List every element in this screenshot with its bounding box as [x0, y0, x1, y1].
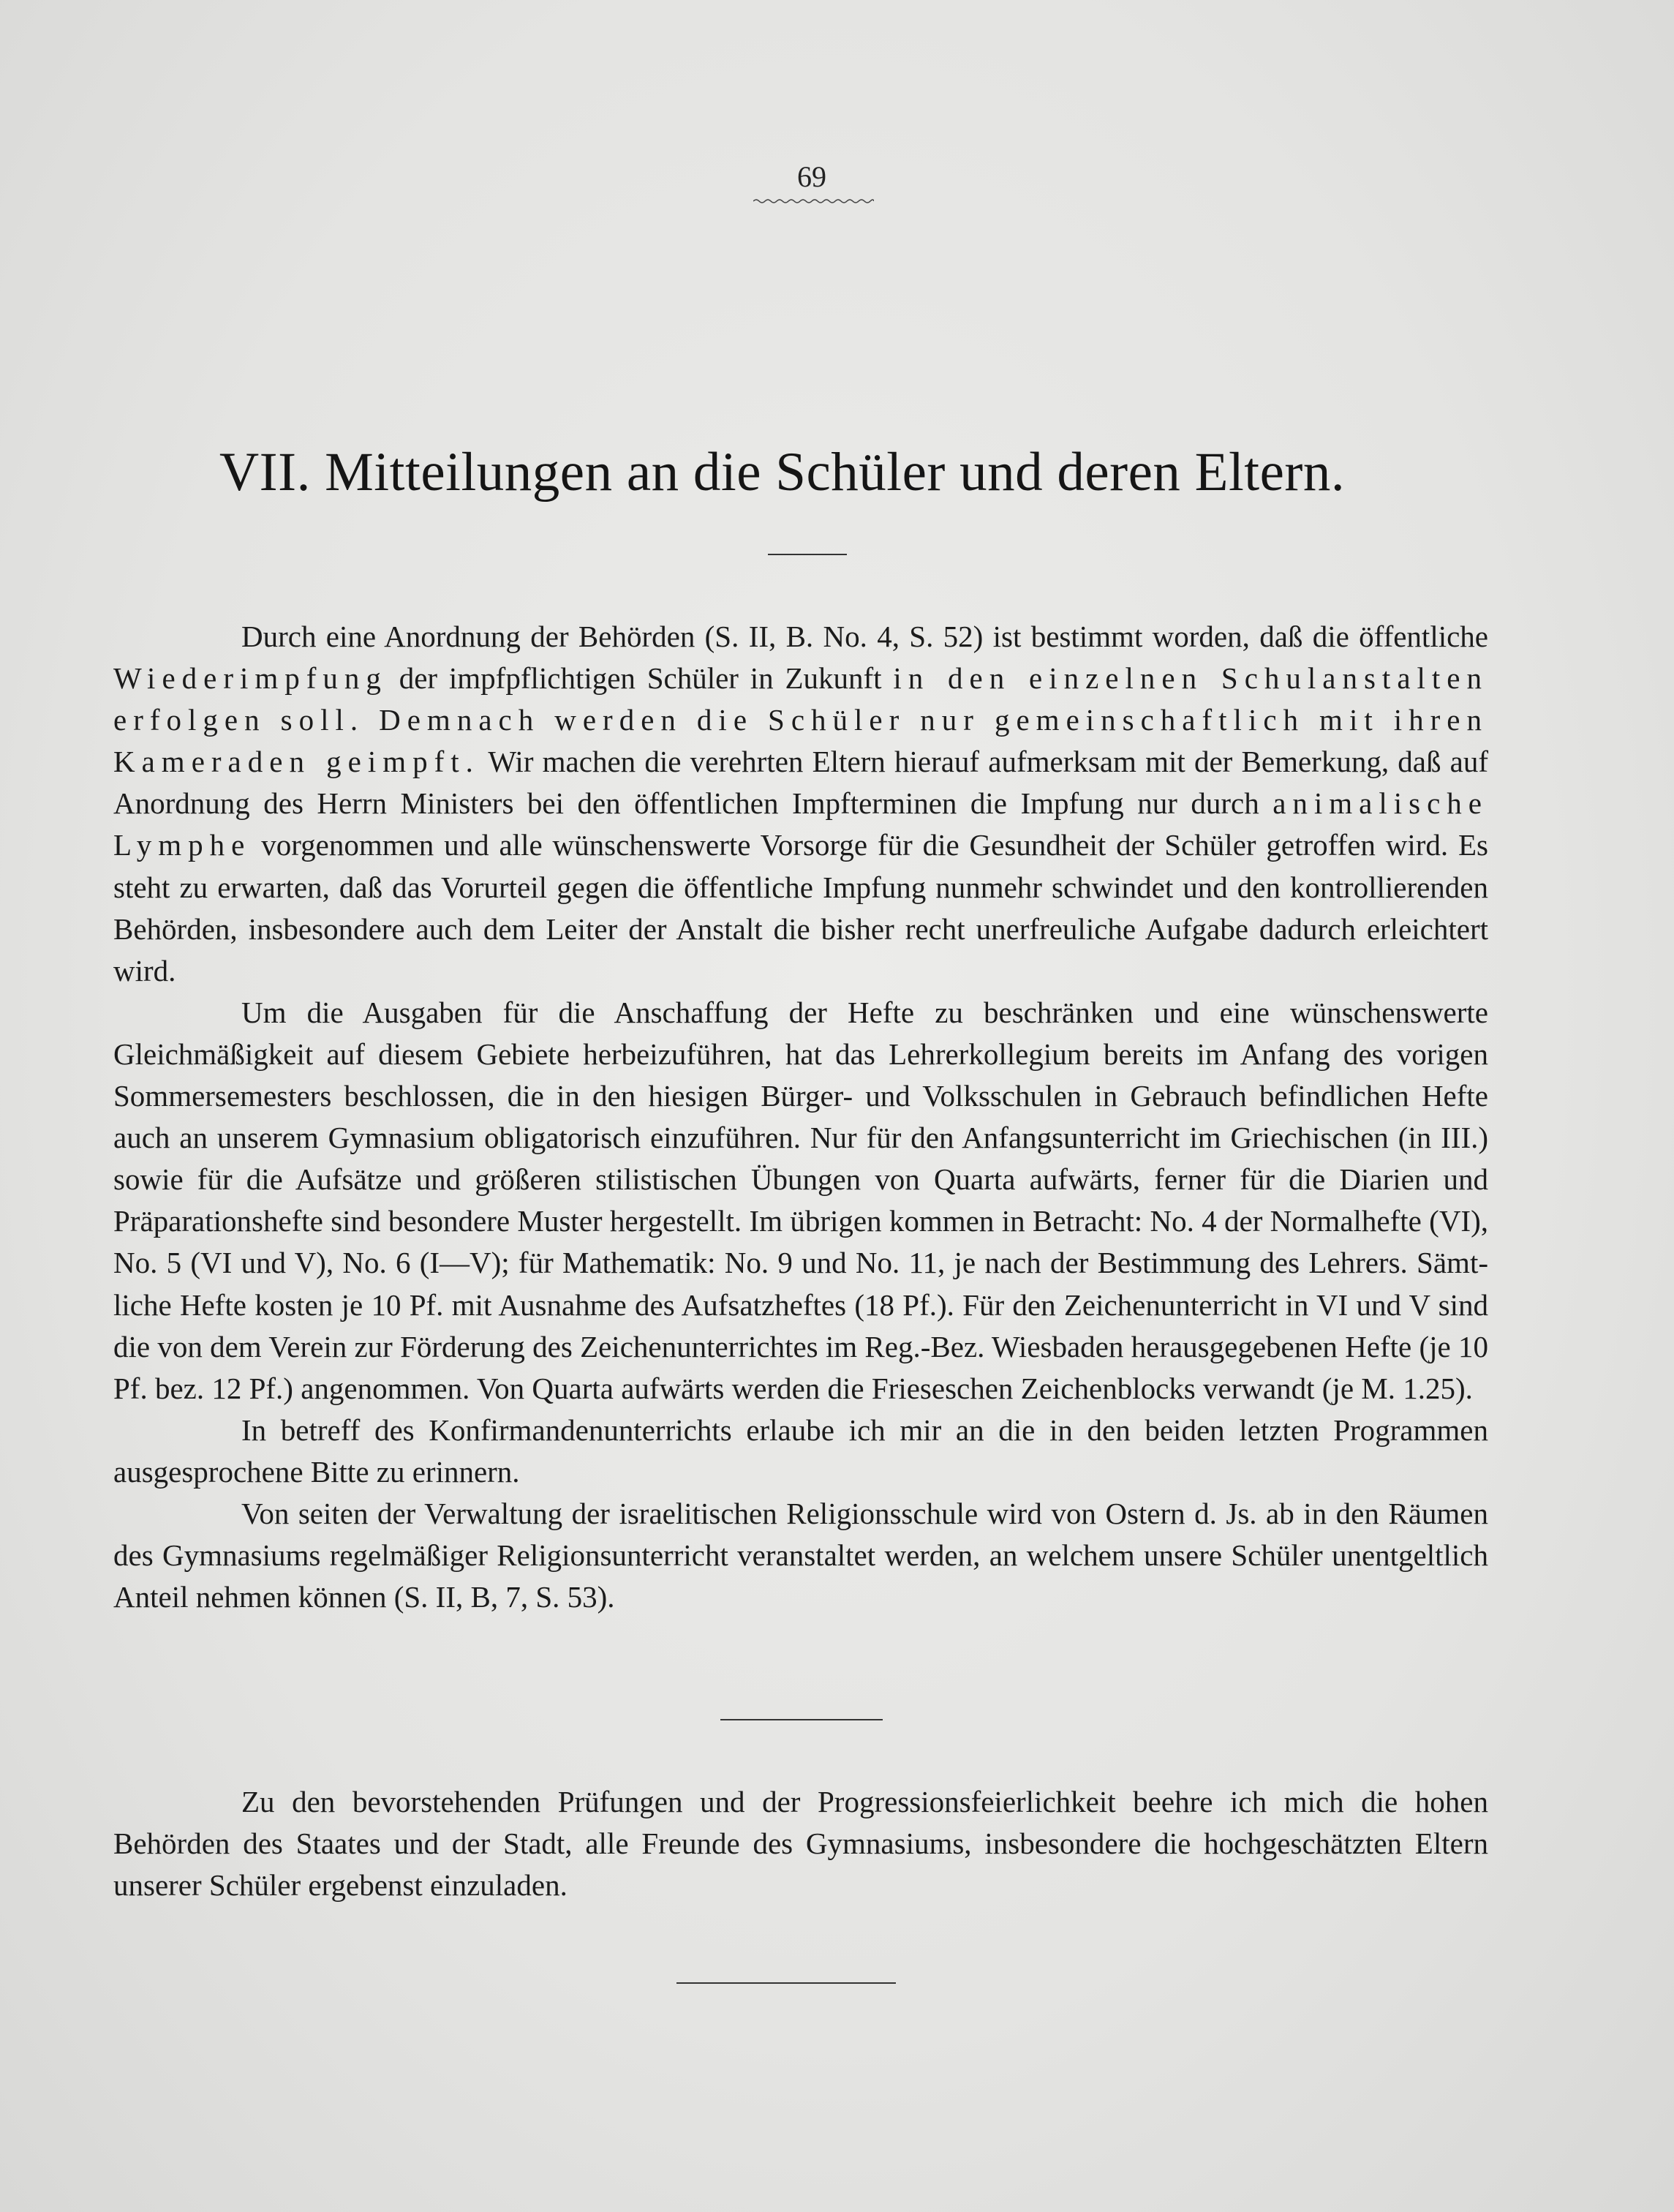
page-number-ornament — [753, 198, 874, 205]
section-body — [113, 616, 1488, 1618]
paragraph-notebooks: Um die Ausgaben für die Anschaffung der Hefte zu beschränken und eine wünschenswerte Gleichmäßigkeit auf diesem Gebiete herbeizuführen, hat das Lehrerkollegium bereits im Anfang des vorigen Sommersemesters beschlossen, die in den hiesigen Bürger- und Volksschulen in Gebrauch befindlichen Hefte auch an unserem Gymnasium obligatorisch einzuführen. Nur für den Anfangsunterricht im Griechischen (in III.) sowie für die Aufsätze und größeren stilistischen Übungen von Quarta aufwärts, ferner für die Diarien und Präparationshefte sind besondere Muster hergestellt. Im übrigen kommen in Betracht: No. 4 der Normalhefte (VI), No. 5 (VI und V), No. 6 (I—V); für Mathematik: No. 9 und No. 11, je nach der Bestimmung des Lehrers. Sämtliche Hefte kosten je 10 Pf. mit Ausnahme des Aufsatzheftes (18 Pf.). Für den Zeichenunterricht in VI und V sind die von dem Verein zur Förderung des Zeichenunterrichtes im Reg.-Bez. Wiesbaden herausgegebenen Hefte (je 10 Pf. bez. 12 Pf.) angenommen. Von Quarta aufwärts werden die Frieseschen Zeichenblocks verwandt (je M. 1.25). — [113, 995, 1488, 1405]
text-run: Durch eine Anordnung der Behörden (S. II, B. No. 4, S. 52) ist bestimmt worden, daß die öffentliche — [241, 620, 1488, 653]
divider-rule — [676, 1982, 896, 1984]
page-number: 69 — [797, 160, 826, 193]
text-run: der impfpflichtigen Schüler in Zukunft — [387, 661, 894, 696]
divider-rule — [768, 554, 847, 555]
paragraph-invitation: Zu den bevorstehenden Prüfungen und der Progressionsfeierlichkeit beehre ich mich die hohen Behörden des Staates und der Stadt, alle Freunde des Gymnasiums, insbesondere die hochgeschätzten Eltern unserer Schüler ergebenst einzuladen. — [113, 1785, 1488, 1903]
emphasized-text: Wiederimpfung — [113, 661, 388, 696]
text-run: vorgenommen und alle wünschenswerte Vorsorge für die Gesundheit der Schüler getroffen wird. Es steht zu erwarten, daß das Vorurteil gegen die öffentliche Impfung nunmehr schwindet und den kontrollierenden Behörden, insbesondere auch dem Leiter der Anstalt die bisher recht unerfreuliche Aufgabe dadurch erleichtert wird. — [113, 828, 1488, 988]
section-heading: VII. Mitteilungen an die Schüler und deren Eltern. — [219, 442, 1346, 503]
paragraph-religion: Von seiten der Verwaltung der israelitischen Religionsschule wird von Ostern d. Js. ab in den Räumen des Gymnasiums regelmäßiger Religionsunterricht veranstaltet werden, an welchem unsere Schüler unentgeltlich Anteil nehmen können (S. II, B, 7, S. 53). — [113, 1496, 1488, 1614]
paragraph-confirmation: In betreff des Konfirmandenunterrichts erlaube ich mir an die in den beiden letzten Programmen ausgesprochene Bitte zu erinnern. — [113, 1412, 1488, 1489]
text-run: Wir machen die verehrten Eltern hierauf aufmerksam mit der Bemerkung, daß auf Anordnung des Herrn Ministers bei den öffentlichen Impfterminen die Impfung nur durch — [113, 745, 1489, 821]
divider-rule — [720, 1719, 883, 1720]
emphasized-text: in den einzelnen Schulanstalten erfolgen soll. Demnach werden die Schüler nur gemeinschaftlich mit ihren Kameraden geimpft. — [113, 661, 1489, 779]
closing-invitation — [113, 1781, 1488, 1906]
emphasized-text: animalische Lymphe — [113, 786, 1488, 862]
paragraph-vaccination — [113, 616, 1488, 992]
